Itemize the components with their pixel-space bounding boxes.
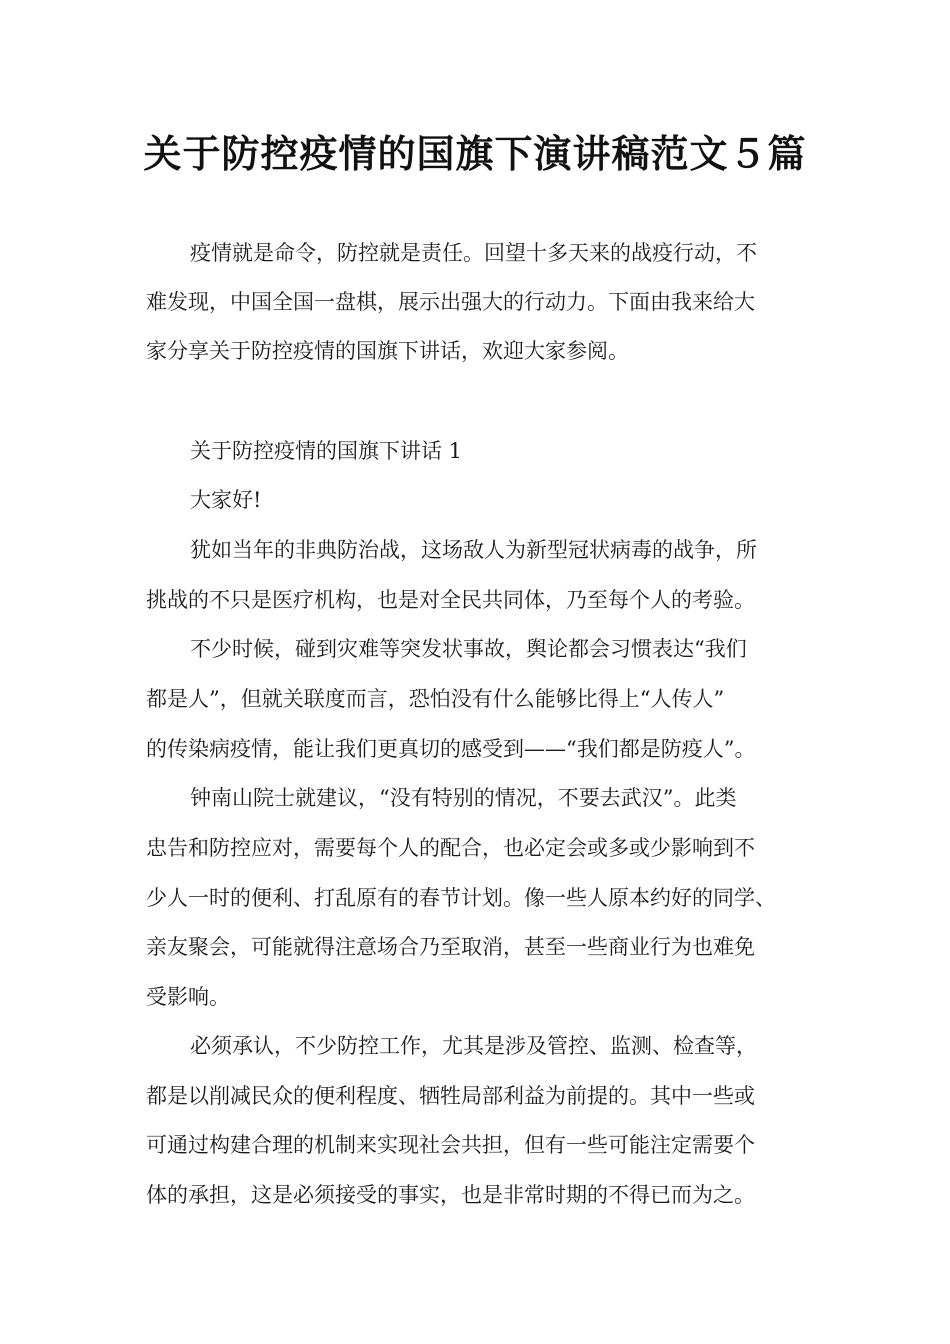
paragraph-line: 忠告和防控应对，需要每个人的配合，也必定会或多或少影响到不: [146, 836, 755, 860]
paragraph-line: 亲友聚会，可能就得注意场合乃至取消，甚至一些商业行为也难免: [146, 935, 755, 959]
paragraph-line: 难发现，中国全国一盘棋，展示出强大的行动力。下面由我来给大: [146, 290, 755, 314]
paragraph-line: 都是人”，但就关联度而言，恐怕没有什么能够比得上“人传人”: [146, 687, 725, 711]
paragraph-line: 疫情就是命令，防控就是责任。回望十多天来的战疫行动，不: [190, 241, 757, 265]
paragraph-line: 钟南山院士就建议，“没有特别的情况，不要去武汉”。此类: [190, 786, 737, 810]
document-title: 关于防控疫情的国旗下演讲稿范文５篇: [143, 132, 807, 176]
paragraph-line: 必须承认，不少防控工作，尤其是涉及管控、监测、检查等，: [190, 1034, 757, 1058]
paragraph-line: 的传染病疫情，能让我们更真切的感受到——“我们都是防疫人”。: [146, 737, 756, 761]
paragraph-line: 挑战的不只是医疗机构，也是对全民共同体，乃至每个人的考验。: [146, 588, 755, 612]
paragraph-line: 犹如当年的非典防治战，这场敌人为新型冠状病毒的战争，所: [190, 538, 757, 562]
paragraph-line: 受影响。: [146, 985, 230, 1009]
paragraph-line: 少人一时的便利、打乱原有的春节计划。像一些人原本约好的同学、: [146, 886, 776, 910]
paragraph-line: 都是以削减民众的便利程度、牺牲局部利益为前提的。其中一些或: [146, 1084, 755, 1108]
section-heading: 关于防控疫情的国旗下讲话 1: [190, 439, 463, 463]
paragraph-line: 体的承担，这是必须接受的事实，也是非常时期的不得已而为之。: [146, 1183, 755, 1207]
paragraph-line: 家分享关于防控疫情的国旗下讲话，欢迎大家参阅。: [146, 339, 629, 363]
greeting-line: 大家好!: [190, 488, 262, 512]
paragraph-line: 可通过构建合理的机制来实现社会共担，但有一些可能注定需要个: [146, 1133, 755, 1157]
paragraph-line: 不少时候，碰到灾难等突发状事故，舆论都会习惯表达“我们: [190, 637, 747, 661]
